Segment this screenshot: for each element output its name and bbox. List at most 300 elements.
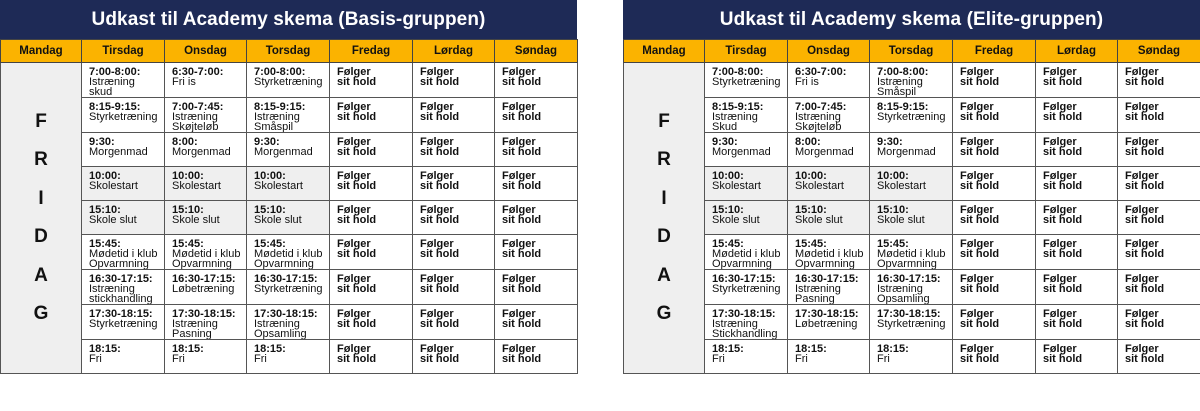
cell-time: 6:30-7:00: <box>172 66 224 78</box>
follow-text: Følger <box>1043 204 1077 216</box>
cell-activity: Morgenmad <box>795 146 854 158</box>
off-day-letter: A <box>34 264 48 286</box>
cell-activity: Skolestart <box>712 180 761 192</box>
follow-text: Følger <box>337 170 371 182</box>
follow-text: Følger <box>960 238 994 250</box>
cell-activity: Istræning <box>795 283 841 295</box>
day-header-6: Søndag <box>1118 40 1200 63</box>
follow-cell <box>1036 305 1118 340</box>
cell-time: 7:00-8:00: <box>712 66 764 78</box>
off-day-letter: G <box>33 303 49 324</box>
follow-text: Følger <box>337 273 371 285</box>
follow-cell <box>1036 133 1118 167</box>
follow-cell <box>330 167 413 201</box>
cell-time: 9:30: <box>877 136 903 148</box>
schedule-cell <box>82 270 165 305</box>
off-day-letter: D <box>657 226 671 247</box>
follow-text: Følger <box>420 136 454 148</box>
follow-cell <box>413 270 495 305</box>
schedule-elite <box>623 0 1200 411</box>
follow-text: sit hold <box>337 180 377 192</box>
cell-activity: Opvarmning <box>795 258 855 270</box>
schedule-row <box>624 133 1200 167</box>
cell-activity: Mødetid i klub <box>712 248 781 260</box>
follow-text: Følger <box>502 204 536 216</box>
schedule-cell <box>705 98 788 133</box>
follow-text: sit hold <box>337 76 377 88</box>
follow-cell <box>953 235 1036 270</box>
follow-cell <box>1118 270 1200 305</box>
schedule-cell <box>82 133 165 167</box>
off-day-label <box>657 103 672 334</box>
cell-activity: Fri is <box>172 76 196 88</box>
follow-text: sit hold <box>337 283 377 295</box>
follow-text: sit hold <box>502 111 542 123</box>
follow-text: Følger <box>502 170 536 182</box>
follow-cell <box>495 235 578 270</box>
cell-time: 8:15-9:15: <box>712 101 764 113</box>
schedule-cell <box>788 201 870 235</box>
schedule-cell <box>870 167 953 201</box>
cell-activity: Morgenmad <box>877 146 936 158</box>
schedule-row <box>1 133 578 167</box>
follow-text: sit hold <box>337 146 377 158</box>
schedule-cell <box>705 235 788 270</box>
schedule-cell <box>788 235 870 270</box>
cell-activity: Styrketræning <box>877 111 946 123</box>
follow-text: sit hold <box>502 248 542 260</box>
cell-activity: Småspil <box>877 86 917 98</box>
follow-text: sit hold <box>337 214 377 226</box>
off-day-letter: F <box>658 110 670 132</box>
follow-text: sit hold <box>420 318 460 330</box>
cell-activity: Skole slut <box>877 214 925 226</box>
follow-text: sit hold <box>960 214 1000 226</box>
cell-activity: Skøjteløb <box>172 121 219 133</box>
cell-activity: Styrketræning <box>89 111 158 123</box>
cell-activity: Mødetid i klub <box>877 248 946 260</box>
follow-text: sit hold <box>1125 76 1165 88</box>
follow-text: Følger <box>1125 170 1159 182</box>
follow-cell <box>953 270 1036 305</box>
follow-text: sit hold <box>1043 180 1083 192</box>
follow-cell <box>953 305 1036 340</box>
follow-cell <box>1036 201 1118 235</box>
day-header-3: Torsdag <box>870 40 953 63</box>
cell-time: 18:15: <box>89 343 121 355</box>
follow-text: sit hold <box>502 318 542 330</box>
cell-activity: Opsamling <box>877 293 930 305</box>
cell-time: 7:00-8:00: <box>254 66 306 78</box>
follow-text: sit hold <box>1125 111 1165 123</box>
follow-cell <box>953 167 1036 201</box>
cell-activity: skud <box>89 86 113 98</box>
cell-activity: Istræning <box>89 76 135 88</box>
cell-activity: Morgenmad <box>254 146 313 158</box>
follow-text: Følger <box>502 343 536 355</box>
day-header-5: Lørdag <box>413 40 495 63</box>
follow-text: sit hold <box>502 76 542 88</box>
follow-text: sit hold <box>502 283 542 295</box>
schedule-cell <box>82 235 165 270</box>
follow-cell <box>330 201 413 235</box>
follow-text: sit hold <box>960 283 1000 295</box>
schedule-basis <box>0 0 577 411</box>
follow-text: Følger <box>1125 238 1159 250</box>
follow-cell <box>330 270 413 305</box>
follow-text: sit hold <box>960 111 1000 123</box>
follow-text: Følger <box>1043 136 1077 148</box>
cell-time: 15:10: <box>172 204 204 216</box>
follow-cell <box>413 98 495 133</box>
follow-text: Følger <box>337 343 371 355</box>
follow-text: Følger <box>960 273 994 285</box>
follow-cell <box>413 133 495 167</box>
schedule-cell <box>247 340 330 374</box>
cell-time: 15:10: <box>877 204 909 216</box>
follow-cell <box>1036 167 1118 201</box>
schedule-cell <box>165 235 247 270</box>
follow-text: sit hold <box>1043 76 1083 88</box>
follow-text: Følger <box>1125 101 1159 113</box>
schedule-cell <box>82 201 165 235</box>
schedule-cell <box>705 270 788 305</box>
cell-time: 17:30-18:15: <box>877 308 941 320</box>
follow-text: Følger <box>960 101 994 113</box>
schedule-cell <box>82 63 165 98</box>
schedule-row <box>624 201 1200 235</box>
day-header-5: Lørdag <box>1036 40 1118 63</box>
cell-activity: Istræning <box>254 318 300 330</box>
follow-cell <box>413 235 495 270</box>
follow-text: sit hold <box>1125 353 1165 365</box>
cell-activity: Opvarmning <box>89 258 149 270</box>
follow-cell <box>495 201 578 235</box>
cell-time: 18:15: <box>795 343 827 355</box>
follow-text: Følger <box>1125 66 1159 78</box>
follow-text: sit hold <box>420 76 460 88</box>
follow-text: Følger <box>960 66 994 78</box>
follow-text: sit hold <box>1043 146 1083 158</box>
cell-time: 8:15-9:15: <box>89 101 141 113</box>
schedule-table <box>623 39 1200 374</box>
follow-cell <box>330 305 413 340</box>
schedule-cell <box>870 133 953 167</box>
follow-text: Følger <box>960 170 994 182</box>
follow-text: sit hold <box>502 180 542 192</box>
follow-text: sit hold <box>1043 248 1083 260</box>
cell-time: 18:15: <box>254 343 286 355</box>
schedule-cell <box>870 201 953 235</box>
follow-text: Følger <box>337 308 371 320</box>
cell-activity: Morgenmad <box>172 146 231 158</box>
schedule-cell <box>247 98 330 133</box>
schedule-row <box>1 201 578 235</box>
follow-cell <box>330 98 413 133</box>
cell-time: 8:15-9:15: <box>254 101 306 113</box>
cell-activity: Småspil <box>254 121 294 133</box>
schedule-row <box>624 98 1200 133</box>
follow-text: Følger <box>337 66 371 78</box>
cell-time: 10:00: <box>254 170 286 182</box>
off-day-letter: R <box>657 149 671 170</box>
follow-text: sit hold <box>420 283 460 295</box>
schedule-row <box>624 167 1200 201</box>
cell-activity: Istræning <box>172 318 218 330</box>
schedule-row <box>624 235 1200 270</box>
schedule-cell <box>705 133 788 167</box>
follow-text: sit hold <box>960 180 1000 192</box>
cell-activity: Opvarmning <box>712 258 772 270</box>
follow-text: Følger <box>1043 308 1077 320</box>
cell-time: 7:00-8:00: <box>89 66 141 78</box>
cell-time: 16:30-17:15: <box>877 273 941 285</box>
cell-time: 9:30: <box>254 136 280 148</box>
cell-activity: Fri <box>795 353 808 365</box>
off-day-letter: R <box>34 149 48 170</box>
follow-text: Følger <box>337 238 371 250</box>
follow-cell <box>1118 235 1200 270</box>
follow-text: Følger <box>1043 238 1077 250</box>
follow-text: Følger <box>502 308 536 320</box>
follow-cell <box>1118 201 1200 235</box>
cell-activity: Mødetid i klub <box>172 248 241 260</box>
cell-activity: Fri <box>712 353 725 365</box>
follow-text: Følger <box>1043 343 1077 355</box>
schedule-cell <box>870 235 953 270</box>
follow-text: Følger <box>1043 273 1077 285</box>
cell-time: 18:15: <box>877 343 909 355</box>
cell-time: 8:00: <box>172 136 198 148</box>
cell-activity: Morgenmad <box>712 146 771 158</box>
schedule-row <box>1 98 578 133</box>
cell-time: 10:00: <box>89 170 121 182</box>
follow-text: sit hold <box>502 146 542 158</box>
follow-text: sit hold <box>337 353 377 365</box>
cell-time: 16:30-17:15: <box>254 273 318 285</box>
cell-activity: Skøjteløb <box>795 121 842 133</box>
follow-text: Følger <box>1125 273 1159 285</box>
follow-text: Følger <box>960 204 994 216</box>
schedule-cell <box>165 167 247 201</box>
follow-cell <box>495 63 578 98</box>
schedule-row <box>1 270 578 305</box>
cell-activity: Opvarmning <box>172 258 232 270</box>
cell-time: 10:00: <box>795 170 827 182</box>
cell-activity: Morgenmad <box>89 146 148 158</box>
schedule-row <box>624 340 1200 374</box>
schedule-cell <box>82 167 165 201</box>
follow-text: sit hold <box>960 76 1000 88</box>
schedule-title: Udkast til Academy skema (Elite-gruppen) <box>623 0 1200 39</box>
follow-cell <box>330 133 413 167</box>
follow-cell <box>1036 98 1118 133</box>
follow-text: sit hold <box>960 248 1000 260</box>
cell-activity: Løbetræning <box>172 283 235 295</box>
day-header-0: Mandag <box>1 40 82 63</box>
follow-text: sit hold <box>1043 111 1083 123</box>
cell-time: 7:00-8:00: <box>877 66 929 78</box>
schedule-cell <box>247 133 330 167</box>
follow-cell <box>413 167 495 201</box>
follow-text: sit hold <box>420 214 460 226</box>
follow-text: sit hold <box>420 353 460 365</box>
off-day-letter: G <box>656 303 672 324</box>
cell-activity: Skolestart <box>795 180 844 192</box>
schedule-cell <box>705 305 788 340</box>
follow-text: sit hold <box>420 111 460 123</box>
cell-activity: Fri <box>877 353 890 365</box>
schedule-cell <box>165 133 247 167</box>
cell-time: 18:15: <box>172 343 204 355</box>
schedule-cell <box>870 98 953 133</box>
cell-activity: Skud <box>712 121 738 133</box>
follow-text: Følger <box>337 136 371 148</box>
follow-text: Følger <box>502 66 536 78</box>
schedule-cell <box>82 340 165 374</box>
day-header-6: Søndag <box>495 40 578 63</box>
follow-text: Følger <box>420 204 454 216</box>
follow-cell <box>953 201 1036 235</box>
follow-text: Følger <box>420 101 454 113</box>
follow-cell <box>413 201 495 235</box>
schedule-cell <box>705 201 788 235</box>
cell-activity: Opsamling <box>254 328 307 340</box>
follow-cell <box>953 63 1036 98</box>
off-day-letter: I <box>661 187 667 209</box>
schedule-cell <box>870 340 953 374</box>
follow-cell <box>413 63 495 98</box>
day-header-1: Tirsdag <box>705 40 788 63</box>
cell-time: 15:45: <box>712 238 744 250</box>
cell-activity: Skolestart <box>89 180 138 192</box>
cell-activity: Skole slut <box>712 214 760 226</box>
schedule-cell <box>788 270 870 305</box>
off-day-letter: A <box>657 264 671 286</box>
schedule-cell <box>247 235 330 270</box>
follow-text: Følger <box>502 136 536 148</box>
schedule-row <box>624 63 1200 98</box>
cell-time: 15:45: <box>254 238 286 250</box>
schedule-cell <box>165 270 247 305</box>
day-header-0: Mandag <box>624 40 705 63</box>
cell-time: 17:30-18:15: <box>89 308 153 320</box>
cell-time: 15:45: <box>89 238 121 250</box>
follow-text: sit hold <box>1043 283 1083 295</box>
cell-activity: Opvarmning <box>254 258 314 270</box>
day-header-2: Onsdag <box>788 40 870 63</box>
follow-text: Følger <box>1125 204 1159 216</box>
off-day-letter: I <box>38 187 44 209</box>
follow-text: Følger <box>502 238 536 250</box>
cell-time: 17:30-18:15: <box>254 308 318 320</box>
schedule-row <box>1 167 578 201</box>
cell-time: 15:10: <box>254 204 286 216</box>
cell-time: 17:30-18:15: <box>712 308 776 320</box>
cell-time: 17:30-18:15: <box>172 308 236 320</box>
cell-activity: Styrketræning <box>89 318 158 330</box>
follow-cell <box>953 133 1036 167</box>
schedule-title: Udkast til Academy skema (Basis-gruppen) <box>0 0 577 39</box>
cell-activity: Styrketræning <box>254 283 323 295</box>
cell-activity: Løbetræning <box>795 318 858 330</box>
follow-text: sit hold <box>337 318 377 330</box>
follow-cell <box>1118 340 1200 374</box>
follow-cell <box>495 305 578 340</box>
cell-activity: Fri is <box>795 76 819 88</box>
cell-activity: Pasning <box>795 293 835 305</box>
cell-time: 15:45: <box>795 238 827 250</box>
off-day-cell <box>1 63 82 374</box>
follow-cell <box>953 340 1036 374</box>
schedule-cell <box>705 63 788 98</box>
follow-cell <box>413 305 495 340</box>
schedule-cell <box>788 340 870 374</box>
schedule-cell <box>705 340 788 374</box>
follow-cell <box>495 98 578 133</box>
follow-text: Følger <box>502 101 536 113</box>
follow-text: sit hold <box>337 248 377 260</box>
follow-text: sit hold <box>960 353 1000 365</box>
follow-cell <box>495 270 578 305</box>
follow-cell <box>413 340 495 374</box>
cell-time: 6:30-7:00: <box>795 66 847 78</box>
cell-activity: Skolestart <box>877 180 926 192</box>
follow-text: sit hold <box>1125 146 1165 158</box>
follow-cell <box>1036 270 1118 305</box>
cell-activity: Fri <box>89 353 102 365</box>
follow-text: sit hold <box>420 248 460 260</box>
cell-activity: Skole slut <box>795 214 843 226</box>
follow-cell <box>495 167 578 201</box>
cell-activity: Mødetid i klub <box>89 248 158 260</box>
cell-time: 10:00: <box>712 170 744 182</box>
cell-time: 16:30-17:15: <box>89 273 153 285</box>
off-day-cell <box>624 63 705 374</box>
follow-text: sit hold <box>1125 248 1165 260</box>
day-header-1: Tirsdag <box>82 40 165 63</box>
schedule-cell <box>247 201 330 235</box>
follow-text: Følger <box>420 170 454 182</box>
cell-time: 16:30-17:15: <box>172 273 236 285</box>
cell-time: 15:10: <box>795 204 827 216</box>
follow-text: Følger <box>1043 66 1077 78</box>
schedule-row <box>624 270 1200 305</box>
cell-activity: Skole slut <box>254 214 302 226</box>
follow-text: sit hold <box>1125 283 1165 295</box>
cell-time: 10:00: <box>172 170 204 182</box>
cell-time: 15:10: <box>712 204 744 216</box>
cell-time: 16:30-17:15: <box>712 273 776 285</box>
schedule-row <box>1 340 578 374</box>
cell-time: 10:00: <box>877 170 909 182</box>
cell-activity: Istræning <box>172 111 218 123</box>
follow-text: sit hold <box>1125 318 1165 330</box>
follow-text: sit hold <box>1043 214 1083 226</box>
cell-activity: Styrketræning <box>712 283 781 295</box>
cell-activity: Opvarmning <box>877 258 937 270</box>
cell-activity: Skole slut <box>172 214 220 226</box>
cell-activity: stickhandling <box>89 293 153 305</box>
cell-activity: Istræning <box>795 111 841 123</box>
schedule-table <box>0 39 578 374</box>
follow-text: Følger <box>960 308 994 320</box>
schedule-cell <box>247 270 330 305</box>
cell-activity: Istræning <box>89 283 135 295</box>
follow-text: Følger <box>420 343 454 355</box>
schedule-cell <box>165 340 247 374</box>
follow-text: sit hold <box>420 180 460 192</box>
